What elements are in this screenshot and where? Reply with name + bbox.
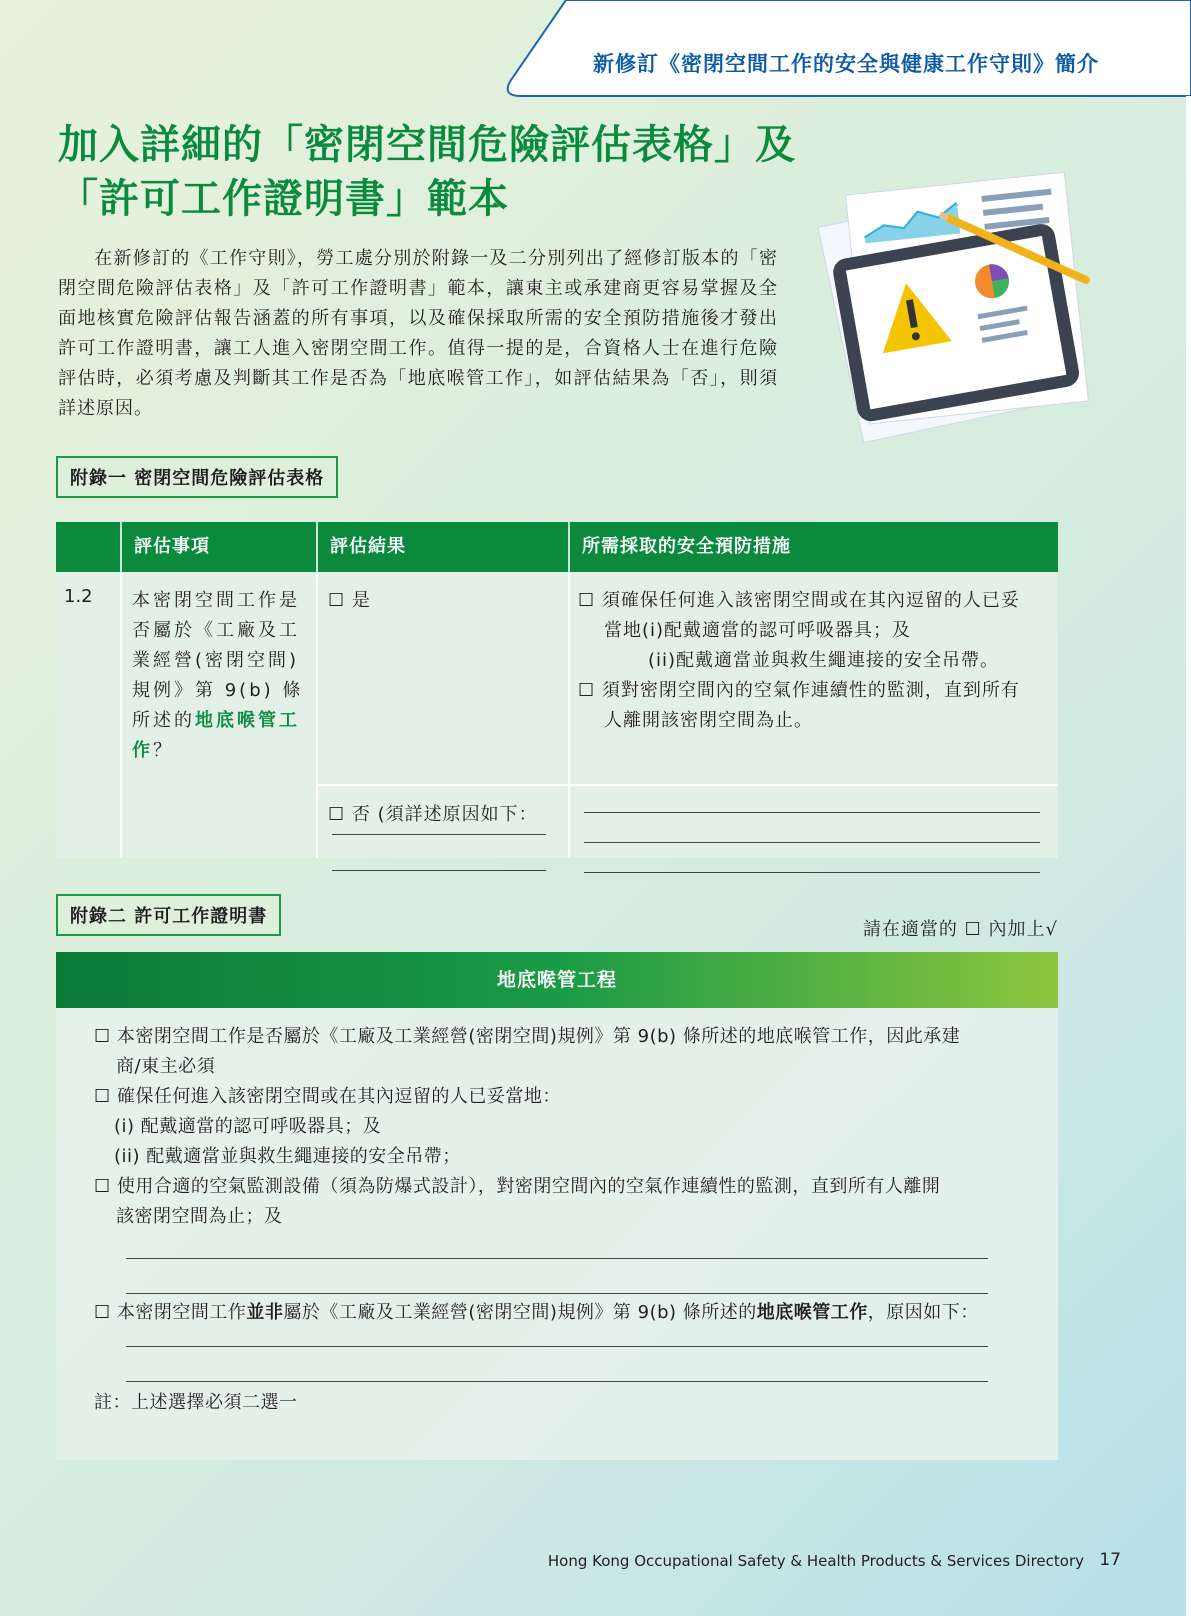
assessment-item [122,572,318,858]
footer-publication: Hong Kong Occupational Safety & Health Products & Services Directory [547,1552,1084,1570]
assessment-item-text: 本密閉空間工作是否屬於《工廠及工業經營(密閉空間)規例》第 9(b) 條所述的 [132,590,304,731]
measure2-line2: 人離開該密閉空間為止。 [604,710,813,731]
table-header-result: 評估結果 [318,522,570,572]
table-row [56,572,1058,858]
assessment-item-suffix: ？ [153,740,174,761]
permit-item4-suffix: ，原因如下： [867,1302,979,1323]
option-yes-checkbox[interactable]: ☐ 是 [328,590,371,611]
table-header-number [56,522,122,572]
risk-assessment-table [56,522,1058,858]
measure1-line3: (ii)配戴適當並與救生繩連接的安全吊帶。 [648,650,1000,671]
permit-item4-bold1: 並非 [246,1302,284,1323]
assessment-result-cell [318,572,570,858]
page-title-line1: 加入詳細的「密閉空間危險評估表格」及 [58,122,796,168]
intro-text: 在新修訂的《工作守則》，勞工處分別於附錄一及二分別列出了經修訂版本的「密閉空間危險評估表格」及「許可工作證明書」範本，讓東主或承建商更容易掌握及全面地核實危險評估報告涵蓋的所有事項，以及確保採取所需的安全預防措施後才發出許可工作證明書，讓工人進入密閉空間工作。值得一提的是，合資格人士在進行危險評估時，必須考慮及判斷其工作是否為「地底喉管工作」，如評估結果為「否」，則須詳述原因。 [58,248,778,419]
header-tab-title: 新修訂《密閉空間工作的安全與健康工作守則》簡介 [593,52,1099,76]
permit-note: 註：上述選擇必須二選一 [94,1392,298,1413]
measure1-line2: 當地(i)配戴適當的認可呼吸器具；及 [604,620,912,641]
permit-item4-bold2: 地底喉管工作 [756,1302,868,1323]
intro-paragraph [58,244,778,424]
work-permit-body [94,1022,1024,1418]
permit-item1-line1[interactable]: ☐ 本密閉空間工作是否屬於《工廠及工業經營(密閉空間)規例》第 9(b) 條所述的地底喉管工作，因此承建 [94,1026,961,1047]
appendix2-label: 附錄二 許可工作證明書 [56,894,281,936]
measures-line-1[interactable] [584,812,1040,813]
result-divider [318,784,568,786]
permit-item2[interactable]: ☐ 確保任何進入該密閉空間或在其內逗留的人已妥當地： [94,1086,561,1107]
measures-divider [570,784,1058,786]
permit-item3-line1[interactable]: ☐ 使用合適的空氣監測設備（須為防爆式設計），對密閉空間內的空氣作連續性的監測，直到所有人離開 [94,1176,941,1197]
work-permit-title: 地底喉管工程 [56,952,1058,1008]
appendix1-label: 附錄一 密閉空間危險評估表格 [56,456,338,498]
table-header-item: 評估事項 [122,522,318,572]
header-tab [501,0,1191,98]
measure2-line1[interactable]: ☐ 須對密閉空間內的空氣作連續性的監測，直到所有 [578,680,1020,701]
assessment-item-highlight: 地底喉管工作 [132,710,300,761]
page-edge-strip [1186,96,1191,1616]
permit-item1-line2: 商/東主必須 [116,1056,216,1077]
reason-line-1[interactable] [332,834,546,835]
measures-line-3[interactable] [584,872,1040,873]
check-instruction: 請在適當的 ☐ 內加上√ [862,919,1058,940]
reason-line-2[interactable] [332,870,546,871]
page-title [58,118,818,226]
row-number: 1.2 [56,572,122,858]
permit-item3-line2: 該密閉空間為止；及 [116,1206,283,1227]
page-title-line2: 「許可工作證明書」範本 [58,176,509,222]
permit-item4-prefix: ☐ 本密閉空間工作 [94,1302,247,1323]
permit-item4[interactable] [94,1298,1024,1328]
work-permit-box [56,952,1058,1460]
page-number: 17 [1099,1550,1121,1570]
risk-assessment-illustration [818,168,1118,448]
safety-measures-cell [570,572,1058,858]
measure1-line1[interactable]: ☐ 須確保任何進入該密閉空間或在其內逗留的人已妥 [578,590,1020,611]
permit-item2-sub1: (i) 配戴適當的認可呼吸器具；及 [114,1116,382,1137]
measures-line-2[interactable] [584,842,1040,843]
safety-measures-list [578,586,1050,736]
table-header-measures: 所需採取的安全預防措施 [582,536,791,557]
permit-item2-sub2: (ii) 配戴適當並與救生繩連接的安全吊帶； [114,1146,461,1167]
table-header-row [56,522,1058,572]
permit-item4-middle: 屬於《工廠及工業經營(密閉空間)規例》第 9(b) 條所述的 [283,1302,757,1323]
option-no-checkbox[interactable]: ☐ 否 (須詳述原因如下： [328,804,538,825]
